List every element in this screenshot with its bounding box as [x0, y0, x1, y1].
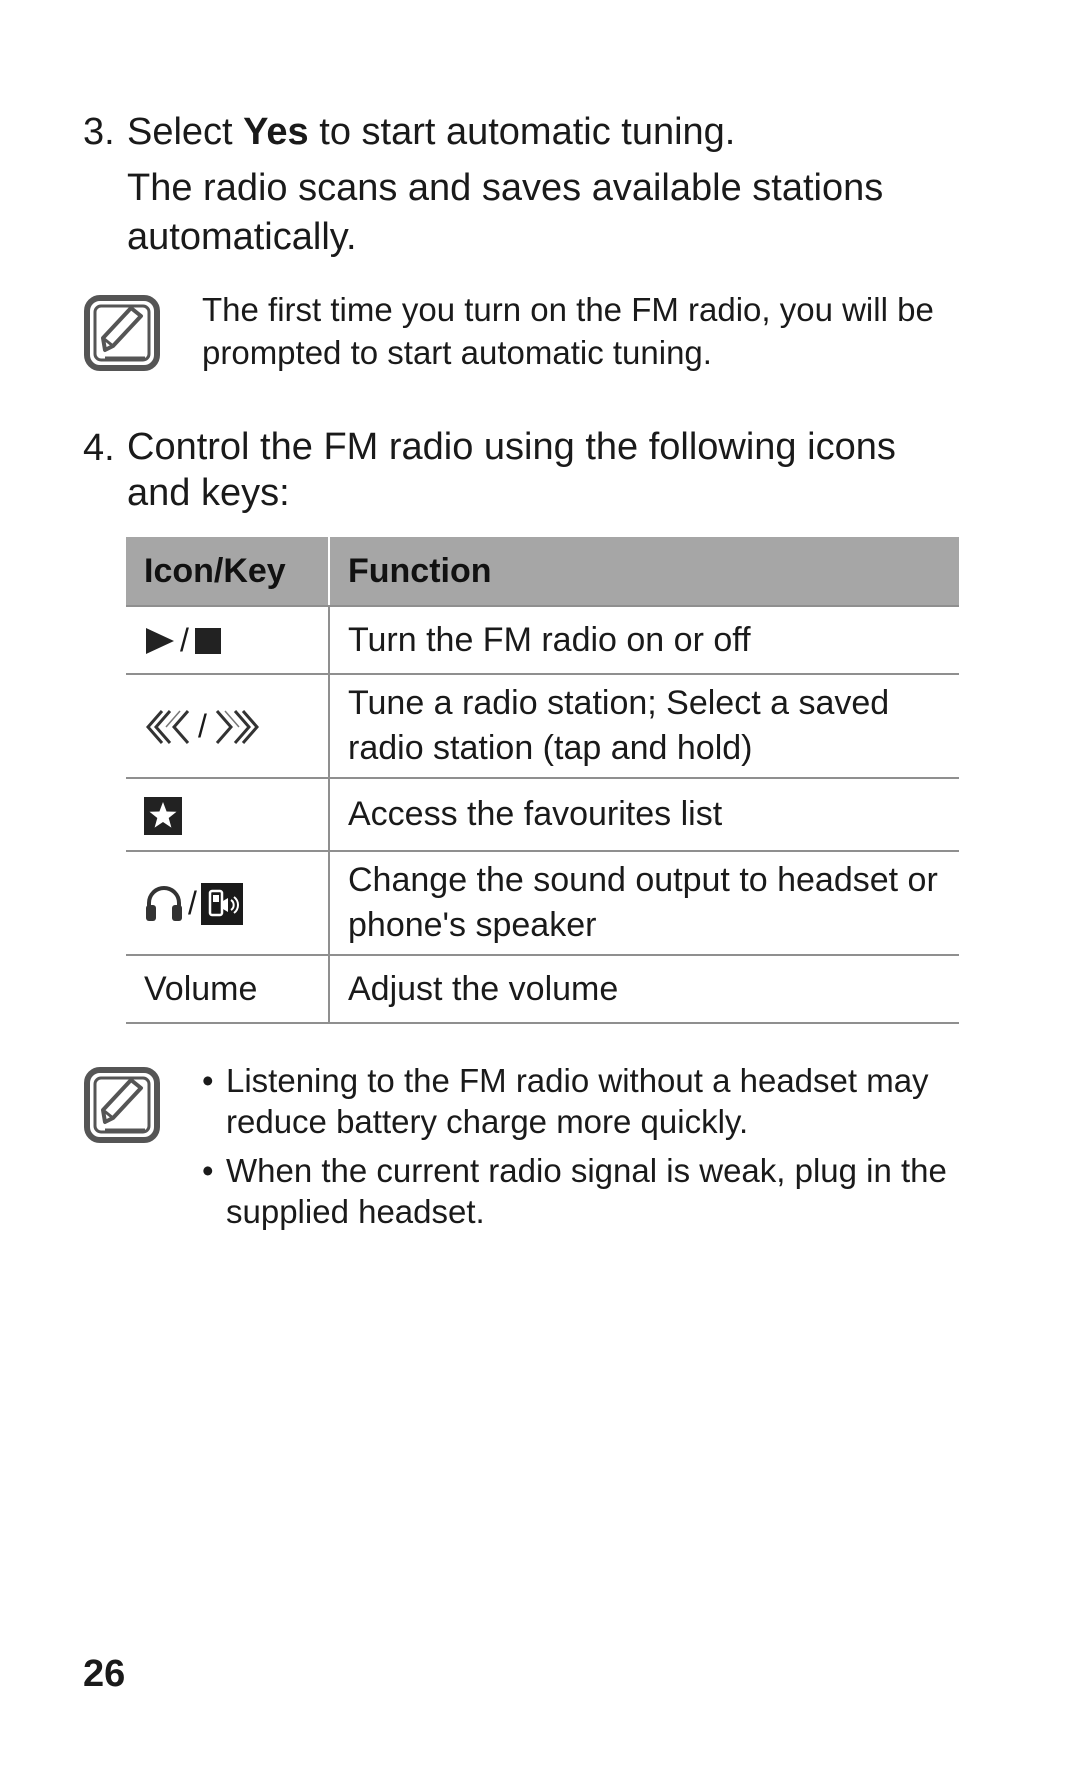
headset-icon: [144, 885, 184, 923]
step-keyword: Yes: [243, 111, 309, 153]
page-number: 26: [83, 1653, 126, 1695]
function-cell: Adjust the volume: [329, 955, 959, 1023]
function-cell: Change the sound output to headset or phone's speaker: [329, 851, 959, 955]
icon-separator: /: [198, 708, 207, 745]
rewind-icon: [144, 707, 194, 747]
note-pencil-icon: [83, 1066, 161, 1144]
key-cell: Volume: [126, 955, 329, 1023]
icon-cell: [126, 851, 329, 955]
icon-separator: /: [180, 622, 189, 659]
step-instruction: [127, 108, 735, 156]
speaker-icon: [201, 883, 243, 925]
table-row: [126, 606, 959, 674]
list-item: [202, 1150, 962, 1232]
list-item: [202, 1060, 962, 1142]
function-cell: Access the favourites list: [329, 778, 959, 851]
table-row: [126, 955, 959, 1023]
function-cell: Turn the FM radio on or off: [329, 606, 959, 674]
fast-forward-icon: [211, 707, 261, 747]
step-4: [83, 424, 983, 524]
note-pencil-icon: [83, 294, 161, 372]
list-item-text: When the current radio signal is weak, plug in the supplied headset.: [226, 1152, 947, 1230]
step-instruction: Control the FM radio using the following icons and keys:: [127, 426, 896, 514]
list-item-text: Listening to the FM radio without a headset may reduce battery charge more quickly.: [226, 1062, 929, 1140]
table-row: [126, 851, 959, 955]
icon-separator: /: [188, 885, 197, 922]
step-prefix: Select: [127, 111, 244, 153]
note-list: [202, 1060, 962, 1240]
icon-cell: [126, 674, 329, 778]
bullet: •: [202, 1062, 214, 1099]
bullet: •: [202, 1152, 214, 1189]
icon-key-table: [126, 537, 959, 1024]
table-header-row: [126, 537, 959, 606]
favourite-star-icon: [144, 797, 182, 835]
table-row: [126, 778, 959, 851]
step-suffix: to start automatic tuning.: [308, 111, 736, 153]
step-description: The radio scans and saves available stations automatically.: [127, 167, 884, 258]
table-row: [126, 674, 959, 778]
step-number: 3.: [83, 111, 115, 153]
stop-icon: [193, 626, 223, 656]
note-text: The first time you turn on the FM radio, you will be prompted to start automatic tuning.: [202, 291, 934, 371]
step-number: 4.: [83, 427, 115, 469]
step-3: [83, 108, 983, 268]
icon-cell: [126, 778, 329, 851]
function-cell: Tune a radio station; Select a saved radio station (tap and hold): [329, 674, 959, 778]
header-icon-key: Icon/Key: [126, 537, 329, 606]
icon-cell: [126, 606, 329, 674]
play-icon: [144, 626, 176, 656]
header-function: Function: [329, 537, 959, 606]
